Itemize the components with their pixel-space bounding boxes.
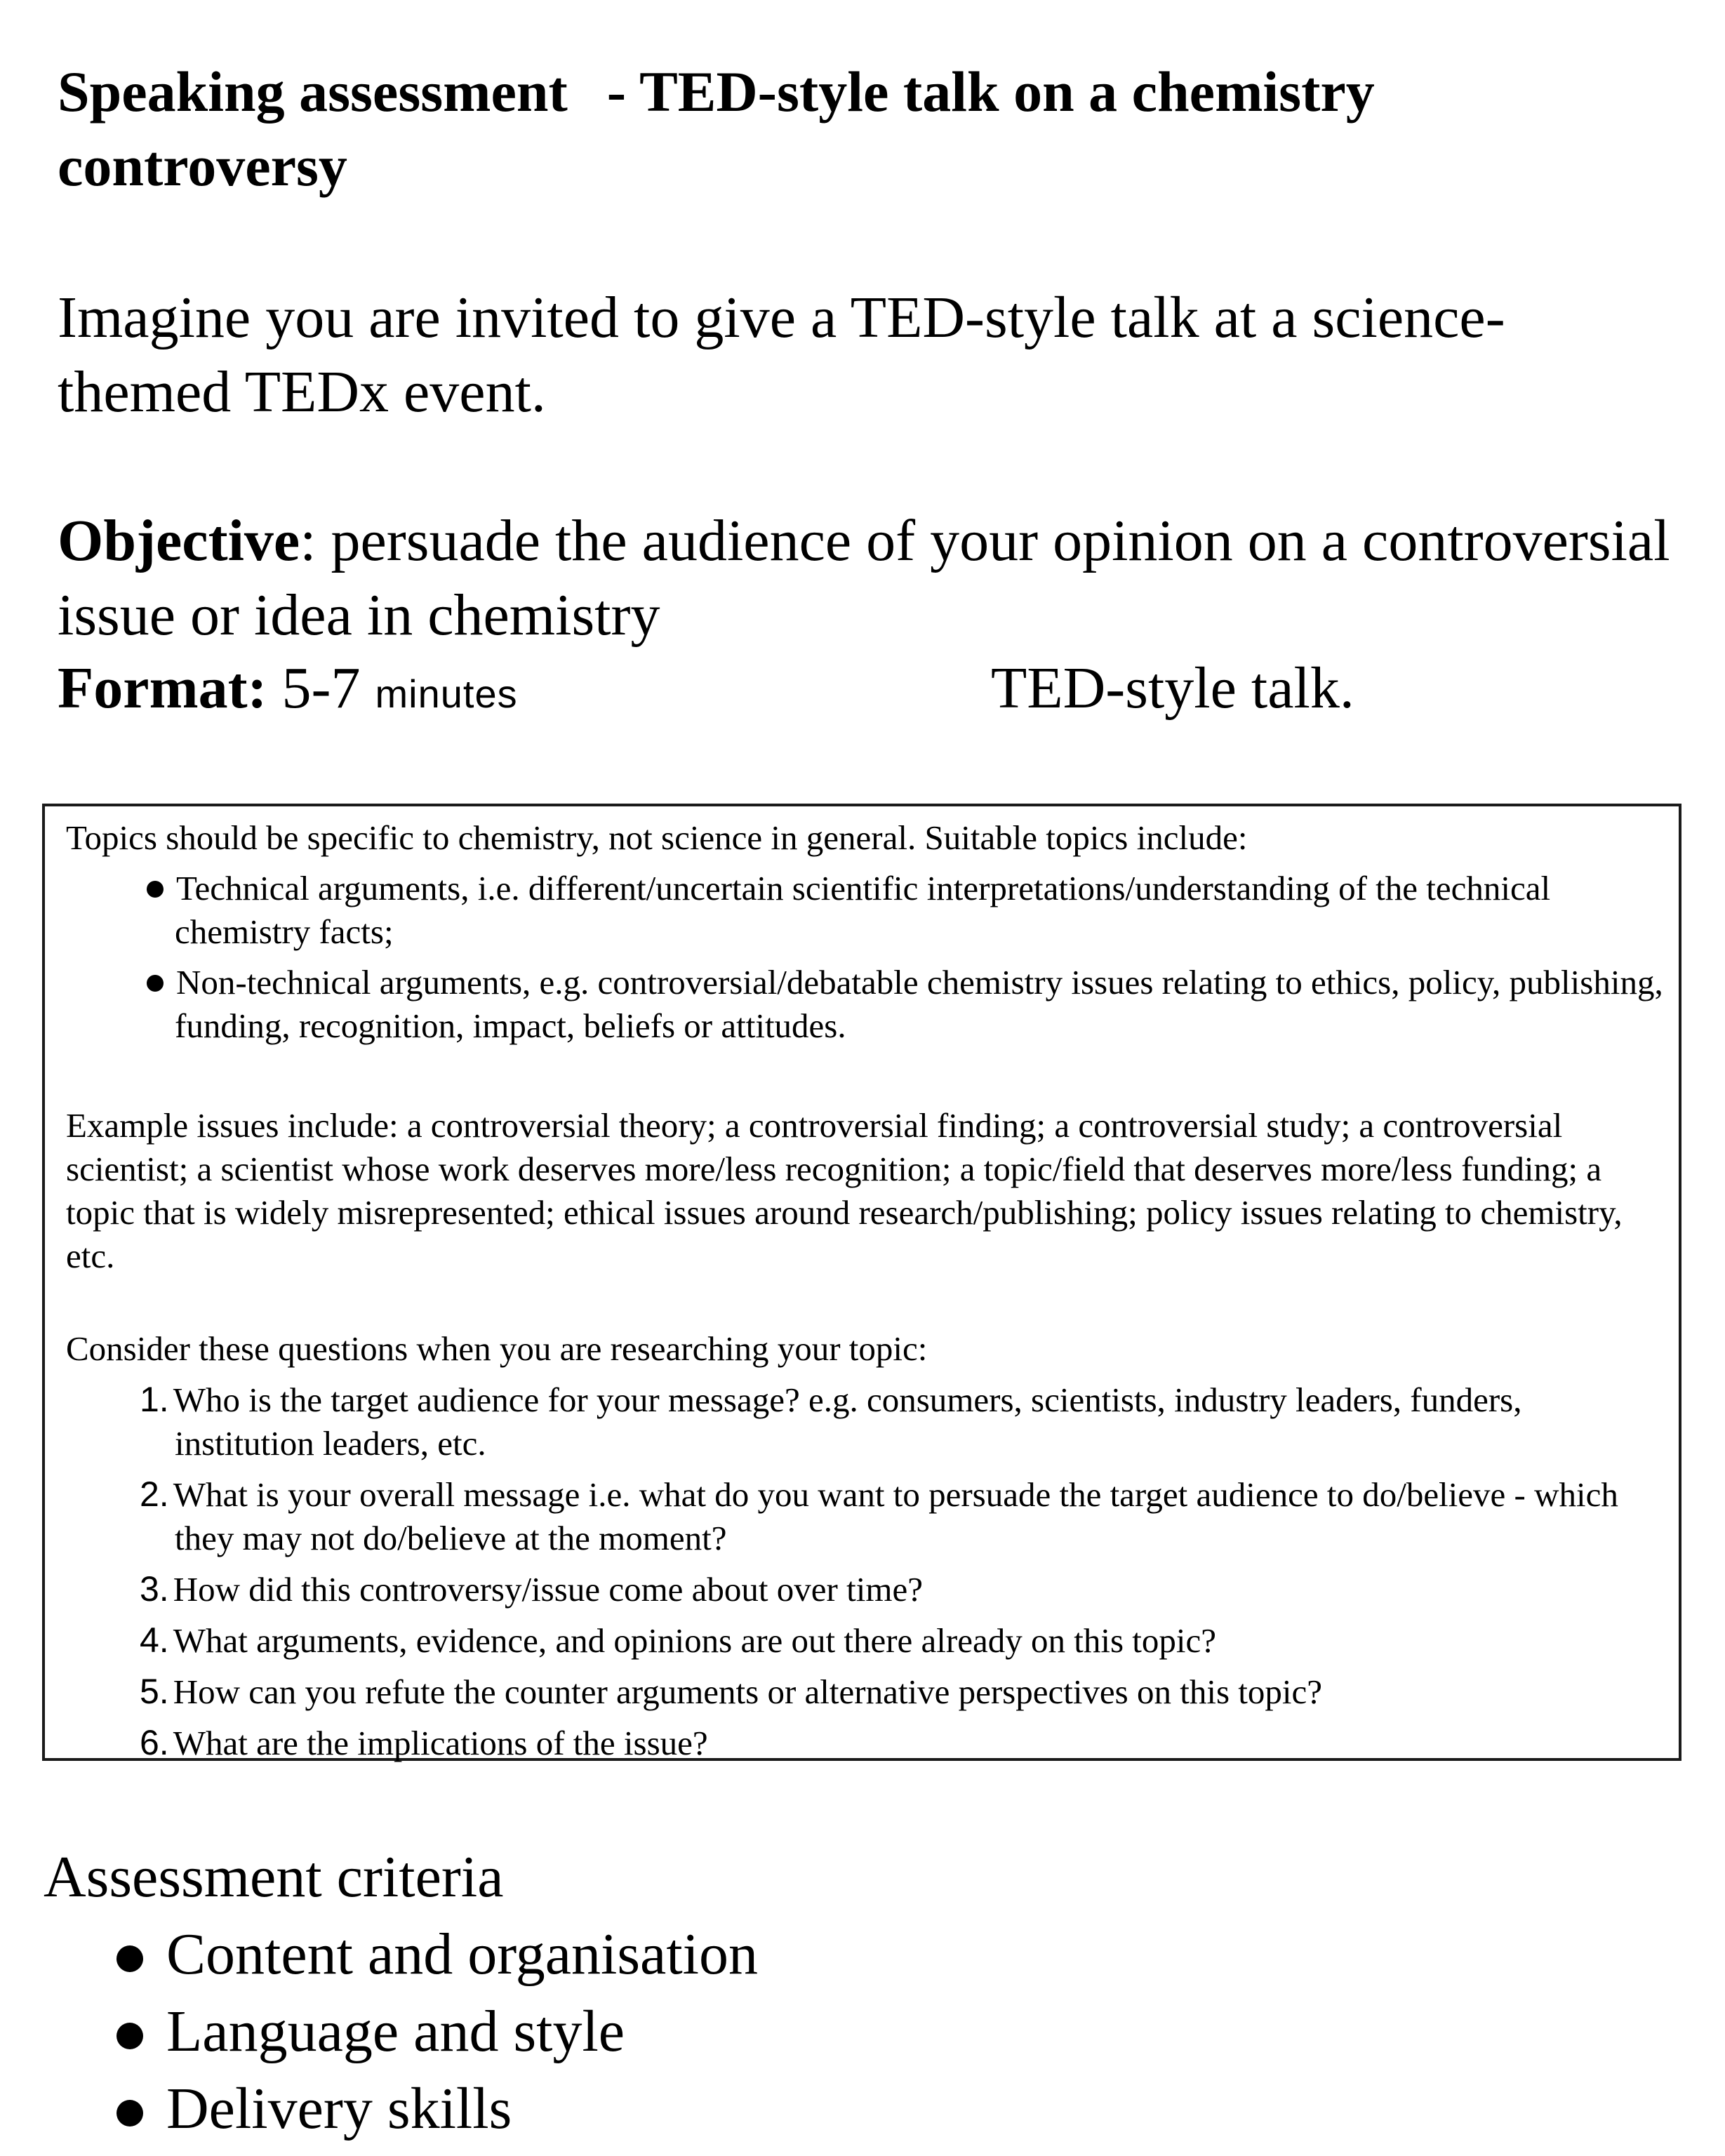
list-item: Language and style [44, 1993, 1587, 2070]
list-item: 5. How can you refute the counter arguments or alternative perspectives on this topic? [140, 1672, 1323, 1711]
format-line [58, 651, 1672, 731]
title-part-1: Speaking assessment [58, 60, 568, 124]
bullet-icon [147, 881, 164, 898]
list-item: 1. Who is the target audience for your message? e.g. consumers, scientists, industry leaders, funders, institution leaders, etc. [140, 1380, 1522, 1463]
topics-list [66, 867, 1663, 1048]
criteria-list [44, 1916, 1587, 2148]
format-duration: 5-7 [281, 656, 361, 721]
objective-text: : persuade the audience of your opinion on a controversial issue or idea in chemistry [58, 508, 1670, 648]
bullet-icon [116, 2100, 143, 2127]
list-item: Technical arguments, i.e. different/uncertain scientific interpretations/understanding of the technical chemistry facts; [66, 867, 1663, 954]
list-item: Non-technical arguments, e.g. controversial/debatable chemistry issues relating to ethics, policy, publishing, funding, recognition, impact, beliefs or attitudes. [66, 961, 1663, 1048]
assessment-criteria [44, 1839, 1587, 2148]
bullet-icon [116, 2023, 143, 2049]
list-item: 4. What arguments, evidence, and opinions are out there already on this topic? [140, 1621, 1216, 1660]
intro-paragraph: Imagine you are invited to give a TED-style talk at a science-themed TEDx event. [58, 285, 1505, 425]
format-unit: minutes [375, 672, 518, 716]
bullet-icon [147, 975, 164, 992]
list-item: 3. How did this controversy/issue come about over time? [140, 1569, 923, 1609]
page-title [58, 55, 1637, 204]
topics-intro: Topics should be specific to chemistry, not science in general. Suitable topics include: [66, 818, 1248, 857]
format-label: Format: [58, 656, 267, 721]
list-item: 6. What are the implications of the issue? [140, 1723, 708, 1762]
objective-paragraph [58, 504, 1672, 653]
list-item: Delivery skills [44, 2070, 1587, 2148]
questions-list [66, 1378, 1663, 1765]
criteria-heading: Assessment criteria [44, 1844, 504, 1910]
bullet-icon [116, 1945, 143, 1972]
examples-paragraph: Example issues include: a controversial theory; a controversial finding; a controversial study; a controversial scientist; a scientist whose work deserves more/less recognition; a topic/field that deserves more/less funding; a topic that is widely misrepresented; ethical issues around research/publishing; policy issues relating to chemistry, etc. [66, 1106, 1623, 1275]
title-part-2: - TED-style talk on a chemistry controversy [58, 60, 1375, 198]
list-item: 2. What is your overall message i.e. what do you want to persuade the target audience to do/believe - which they may not do/believe at the moment? [140, 1475, 1618, 1557]
objective-label: Objective [58, 508, 300, 573]
guidance-box [42, 804, 1681, 1761]
format-type: TED-style talk. [991, 656, 1354, 721]
questions-intro: Consider these questions when you are researching your topic: [66, 1329, 928, 1368]
list-item: Content and organisation [44, 1916, 1587, 1993]
